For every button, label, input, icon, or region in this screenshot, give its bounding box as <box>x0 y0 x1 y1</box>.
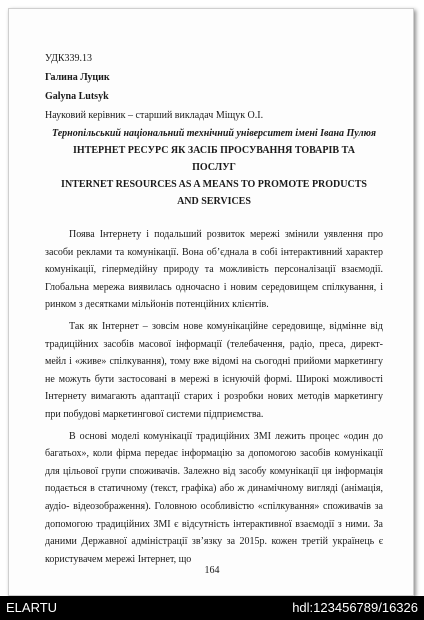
paragraph-1: Поява Інтернету і подальший розвиток мережі змінили уявлення про засоби реклами та комунікації. Вона об’єднала в собі інтерактивний характер комунікації, гіпермедійну природу та можливість персоналізації взаємодії. Глобальна мережа виявилась одночасно і новим середовищем спілкування, і ринком з десятками мільйонів потенційних клієнтів. <box>45 229 383 311</box>
document-page <box>8 8 414 596</box>
title-ua-line-2: ПОСЛУГ <box>192 162 236 173</box>
title-ua <box>45 142 383 176</box>
author-ua: Галина Луцик <box>45 72 110 83</box>
udk-code: УДК339.13 <box>45 53 93 64</box>
paragraph-2: Так як Інтернет – зовсім нове комунікаційне середовище, відмінне від традиційних засобів масової інформації (телебачення, радіо, преса, директ-мейл і «живе» спілкування), тому вже відомі на сьогодні прийоми маркетингу не можуть бути застосовані в мережі в існуючій формі. Широкі можливості Інтернету вимагають адаптації старих і розробки нових методів маркетингу при побудові маркетингової системи підприємства. <box>45 320 383 420</box>
repository-name: ELARTU <box>6 600 58 615</box>
page-number: 164 <box>204 565 220 576</box>
title-en-line-1: INTERNET RESOURCES AS A MEANS TO PROMOTE PRODUCTS <box>61 179 367 190</box>
body-text <box>45 226 383 568</box>
handle-id: hdl:123456789/16326 <box>292 600 418 615</box>
author-en: Galyna Lutsyk <box>45 91 109 102</box>
supervisor-line: Науковий керівник – старший викладач Міщук О.І. <box>45 110 264 121</box>
title-ua-line-1: ІНТЕРНЕТ РЕСУРС ЯК ЗАСІБ ПРОСУВАННЯ ТОВАРІВ ТА <box>73 145 355 156</box>
paragraph-3: В основі моделі комунікації традиційних ЗМІ лежить процес «один до багатьох», коли фірма передає інформацію за допомогою засобів комунікації для цільової групи споживачів. Залежно від засобу комунікації ця інформація подається в статичному (текст, графіка) або ж динамічному вигляді (анімація, аудіо- відеозображення). Головною особливістю «спілкування» споживачів за допомогою традиційних ЗМІ є відсутність інтерактивної взаємодії з ними. За даними Державної адміністрації зв’язку за 2015р. кожен третій українець є користувачем мережі Інтернет, що <box>45 430 383 565</box>
page-content <box>45 49 383 572</box>
title-en-line-2: AND SERVICES <box>177 196 251 207</box>
footer-bar <box>0 596 424 620</box>
university-name: Тернопільський національний технічний університет імені Івана Пулюя <box>51 128 377 139</box>
title-en <box>45 176 383 210</box>
